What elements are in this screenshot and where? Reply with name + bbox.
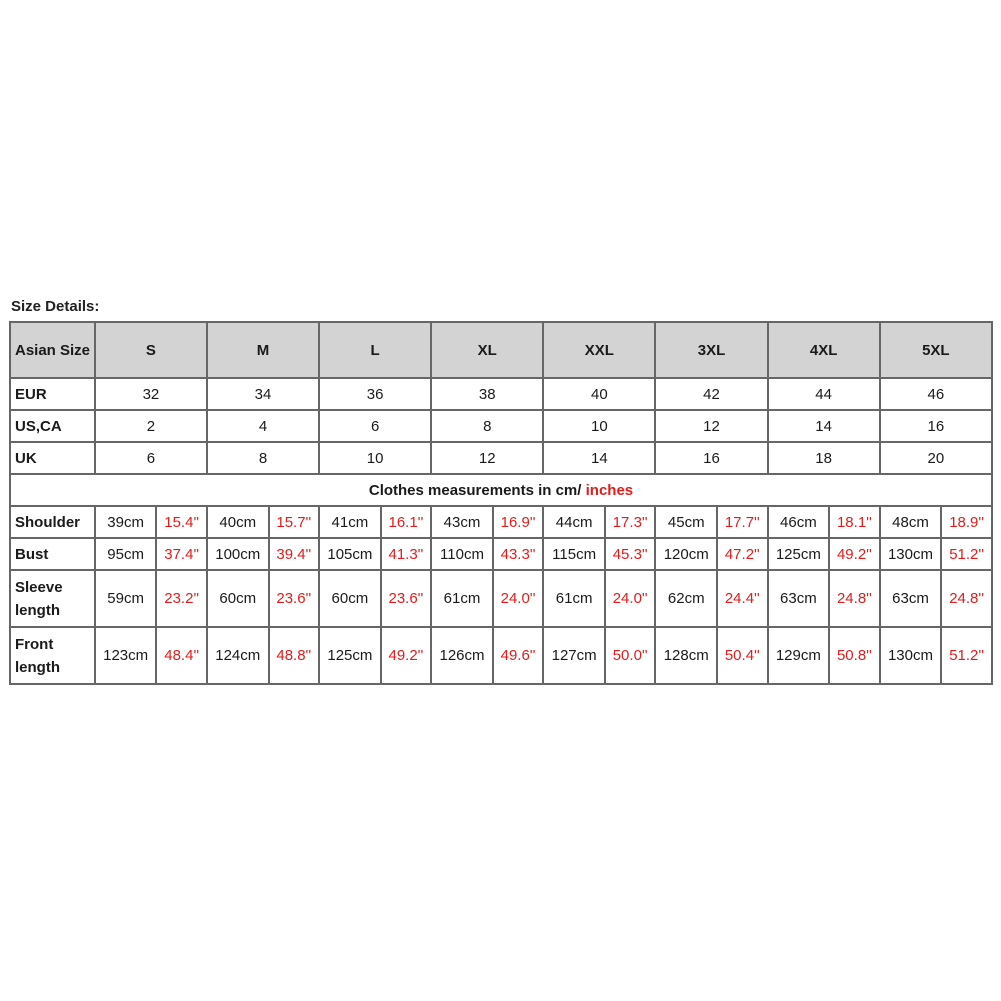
cm-value: 60cm [207,570,269,627]
inch-value: 41.3'' [381,538,432,570]
size-chart-table [9,321,993,685]
cm-value: 120cm [655,538,717,570]
cm-value: 61cm [543,570,605,627]
cm-value: 39cm [95,506,157,538]
header-label: Asian Size [10,322,95,378]
cm-value: 46cm [768,506,830,538]
size-header: M [207,322,319,378]
cm-value: 63cm [768,570,830,627]
size-value: 8 [431,410,543,442]
cm-value: 130cm [880,627,942,684]
conversion-row [10,378,992,410]
size-header: XL [431,322,543,378]
cm-value: 62cm [655,570,717,627]
cm-value: 115cm [543,538,605,570]
conversion-row [10,442,992,474]
inch-value: 48.8'' [269,627,320,684]
size-header: 4XL [768,322,880,378]
cm-value: 95cm [95,538,157,570]
conversion-row [10,410,992,442]
size-header: L [319,322,431,378]
row-label: US,CA [10,410,95,442]
measurements-heading-text: Clothes measurements in cm/ [368,481,586,499]
size-value: 6 [95,442,207,474]
size-value: 6 [319,410,431,442]
inch-value: 17.3'' [605,506,656,538]
measurement-label: Sleeve length [10,570,95,627]
measurement-label: Shoulder [10,506,95,538]
cm-value: 110cm [431,538,493,570]
cm-value: 128cm [655,627,717,684]
cm-value: 105cm [319,538,381,570]
measurement-row [10,506,992,538]
size-value: 10 [543,410,655,442]
measurement-row [10,538,992,570]
size-value: 4 [207,410,319,442]
inch-value: 18.9'' [941,506,992,538]
size-value: 42 [655,378,767,410]
cm-value: 45cm [655,506,717,538]
size-value: 12 [655,410,767,442]
inch-value: 47.2'' [717,538,768,570]
inch-value: 51.2'' [941,627,992,684]
inch-value: 24.0'' [605,570,656,627]
inch-value: 16.9'' [493,506,544,538]
inch-value: 49.6'' [493,627,544,684]
cm-value: 61cm [431,570,493,627]
cm-value: 59cm [95,570,157,627]
measurement-row [10,570,992,627]
size-header: 3XL [655,322,767,378]
size-value: 16 [655,442,767,474]
inch-value: 23.2'' [156,570,207,627]
inch-value: 16.1'' [381,506,432,538]
inch-value: 49.2'' [829,538,880,570]
cm-value: 125cm [319,627,381,684]
size-value: 2 [95,410,207,442]
cm-value: 127cm [543,627,605,684]
cm-value: 130cm [880,538,942,570]
size-value: 18 [768,442,880,474]
cm-value: 48cm [880,506,942,538]
cm-value: 41cm [319,506,381,538]
measurements-heading [10,474,992,506]
size-value: 40 [543,378,655,410]
inch-value: 17.7'' [717,506,768,538]
size-value: 16 [880,410,992,442]
cm-value: 40cm [207,506,269,538]
cm-value: 129cm [768,627,830,684]
cm-value: 125cm [768,538,830,570]
cm-value: 126cm [431,627,493,684]
inch-value: 37.4'' [156,538,207,570]
size-value: 8 [207,442,319,474]
cm-value: 63cm [880,570,942,627]
inch-value: 15.4'' [156,506,207,538]
size-value: 14 [768,410,880,442]
inch-value: 39.4'' [269,538,320,570]
row-label: UK [10,442,95,474]
size-value: 20 [880,442,992,474]
inch-value: 48.4'' [156,627,207,684]
section-row [10,474,992,506]
inch-value: 24.4'' [717,570,768,627]
size-details-caption: Size Details: [11,298,100,315]
measurement-row [10,627,992,684]
inch-value: 50.8'' [829,627,880,684]
size-value: 32 [95,378,207,410]
measurement-label: Bust [10,538,95,570]
inch-value: 18.1'' [829,506,880,538]
inch-value: 23.6'' [269,570,320,627]
measurement-label: Front length [10,627,95,684]
size-value: 12 [431,442,543,474]
size-value: 46 [880,378,992,410]
size-value: 10 [319,442,431,474]
cm-value: 44cm [543,506,605,538]
cm-value: 60cm [319,570,381,627]
cm-value: 124cm [207,627,269,684]
inch-value: 15.7'' [269,506,320,538]
size-value: 36 [319,378,431,410]
inch-value: 24.8'' [829,570,880,627]
size-value: 34 [207,378,319,410]
header-row [10,322,992,378]
inch-value: 43.3'' [493,538,544,570]
inch-value: 24.0'' [493,570,544,627]
inch-value: 24.8'' [941,570,992,627]
size-header: 5XL [880,322,992,378]
inch-value: 45.3'' [605,538,656,570]
size-value: 14 [543,442,655,474]
size-value: 38 [431,378,543,410]
cm-value: 43cm [431,506,493,538]
cm-value: 123cm [95,627,157,684]
inch-value: 49.2'' [381,627,432,684]
inch-value: 50.0'' [605,627,656,684]
size-value: 44 [768,378,880,410]
size-header: XXL [543,322,655,378]
inch-value: 50.4'' [717,627,768,684]
inch-value: 23.6'' [381,570,432,627]
cm-value: 100cm [207,538,269,570]
inches-highlight: inches [585,481,634,499]
inch-value: 51.2'' [941,538,992,570]
row-label: EUR [10,378,95,410]
size-header: S [95,322,207,378]
